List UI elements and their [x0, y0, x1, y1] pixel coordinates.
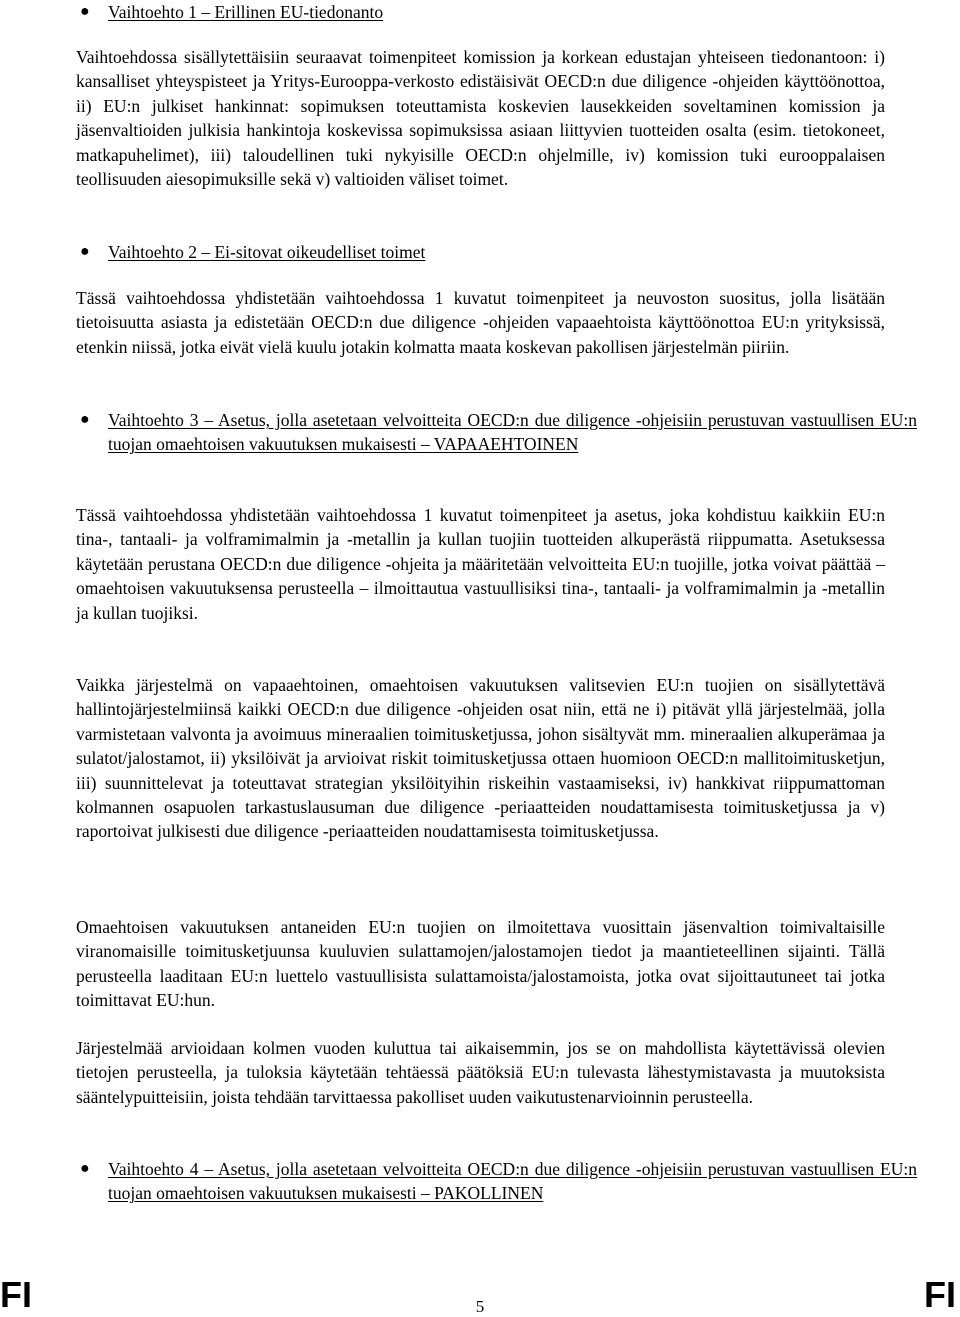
bullet-item-option-3 [76, 408, 917, 457]
option-4-heading: Vaihtoehto 4 – Asetus, jolla asetetaan velvoitteita OECD:n due diligence -ohjeisiin perustuvan vastuullisen EU:n tuojan omaehtoisen vakuutuksen mukaisesti – PAKOLLINEN [108, 1159, 917, 1204]
footer-language-left: FI [0, 1274, 32, 1315]
option-2-heading: Vaihtoehto 2 – Ei-sitovat oikeudelliset toimet [108, 242, 426, 262]
bullet-item-option-4 [76, 1157, 917, 1206]
option-3-paragraph-1: Tässä vaihtoehdossa yhdistetään vaihtoehdossa 1 kuvatut toimenpiteet ja asetus, joka kohdistuu kaikkiin EU:n tina-, tantaali- ja volframimalmin ja -metallin ja kullan tuojiin tuotteiden alkuperästä riippumatta. Asetuksessa käytetään perustana OECD:n due diligence -ohjeita ja määritetään velvoitteita EU:n tuojille, jotka voivat päättää – omaehtoisen vakuutuksensa perusteella – ilmoittautua vastuullisiksi tina-, tantaali- ja volframimalmin ja -metallin ja kullan tuojiksi. [76, 505, 885, 623]
bullet-icon: ● [80, 243, 90, 260]
bullet-icon: ● [80, 1160, 90, 1177]
bullet-item-option-1 [76, 0, 917, 24]
bullet-item-option-2 [76, 240, 917, 264]
option-1-heading: Vaihtoehto 1 – Erillinen EU-tiedonanto [108, 2, 384, 22]
option-3-paragraph-4: Järjestelmää arvioidaan kolmen vuoden kuluttua tai aikaisemmin, jos se on mahdollista käytettävissä olevien tietojen perusteella, ja tuloksia käytetään tehtäessä päätöksiä EU:n tulevasta lähestymistavasta ja muutoksista sääntelypuitteisiin, joista tehdään tarvittaessa pakolliset uuden vaikutustenarvioinnin perusteella. [76, 1038, 885, 1107]
bullet-icon: ● [80, 411, 90, 428]
option-2-paragraph: Tässä vaihtoehdossa yhdistetään vaihtoehdossa 1 kuvatut toimenpiteet ja neuvoston suositus, jolla lisätään tietoisuutta asiasta ja edistetään OECD:n due diligence -ohjeiden vapaaehtoista käyttöönottoa EU:n yrityksissä, etenkin niissä, jotka eivät vielä kuulu jotakin kolmatta maata koskevan pakollisen järjestelmän piiriin. [76, 288, 885, 357]
page-number: 5 [475, 1297, 485, 1316]
option-3-paragraph-3: Omaehtoisen vakuutuksen antaneiden EU:n tuojien on ilmoitettava vuosittain jäsenvaltion toimivaltaisille viranomaisille toimitusketjuunsa kuuluvien sulattamojen/jalostamojen tiedot ja maantieteellinen sijainti. Tällä perusteella laaditaan EU:n luettelo vastuullisista sulattamoista/jalostamoista, jotka ovat sijoittautuneet tai jotka toimittavat EU:hun. [76, 917, 885, 1011]
option-3-heading: Vaihtoehto 3 – Asetus, jolla asetetaan velvoitteita OECD:n due diligence -ohjeisiin perustuvan vastuullisen EU:n tuojan omaehtoisen vakuutuksen mukaisesti – VAPAAEHTOINEN [108, 410, 917, 455]
footer-language-right: FI [924, 1274, 956, 1315]
option-1-paragraph: Vaihtoehdossa sisällytettäisiin seuraavat toimenpiteet komission ja korkean edustajan yhteiseen tiedonantoon: i) kansalliset yhteyspisteet ja Yritys-Eurooppa-verkosto edistäisivät OECD:n due diligence -ohjeiden käyttöönottoa, ii) EU:n julkiset hankinnat: sopimuksen toteuttamista koskevien lausekkeiden soveltaminen komission ja jäsenvaltioiden julkisia hankintoja koskevissa sopimuksissa asiaan liittyvien tuotteiden osalta (esim. tietokoneet, matkapuhelimet), iii) taloudellinen tuki nykyisille OECD:n ohjelmille, iv) komission tuki eurooppalaisen teollisuuden aiesopimuksille sekä v) valtioiden väliset toimet. [76, 47, 885, 190]
bullet-icon: ● [80, 3, 90, 20]
option-3-paragraph-2: Vaikka järjestelmä on vapaaehtoinen, omaehtoisen vakuutuksen valitsevien EU:n tuojien on sisällytettävä hallintojärjestelmiinsä kaikki OECD:n due diligence -ohjeiden osat niin, että ne i) pitävät yllä järjestelmää, jolla varmistetaan valvonta ja avoimuus mineraalien toimitusketjussa, johon sisältyvät mm. mineraalien alkuperämaa ja sulatot/jalostamot, ii) yksilöivät ja arvioivat riskit toimitusketjussa ottaen huomioon OECD:n mallitoimitusketjun, iii) suunnittelevat ja toteuttavat strategian yksilöityihin riskeihin vastaamiseksi, iv) hankkivat riippumattoman kolmannen osapuolen tarkastuslausuman due diligence -periaatteiden noudattamisesta toimitusketjussa ja v) raportoivat julkisesti due diligence -periaatteiden noudattamisesta toimitusketjussa. [76, 675, 885, 842]
